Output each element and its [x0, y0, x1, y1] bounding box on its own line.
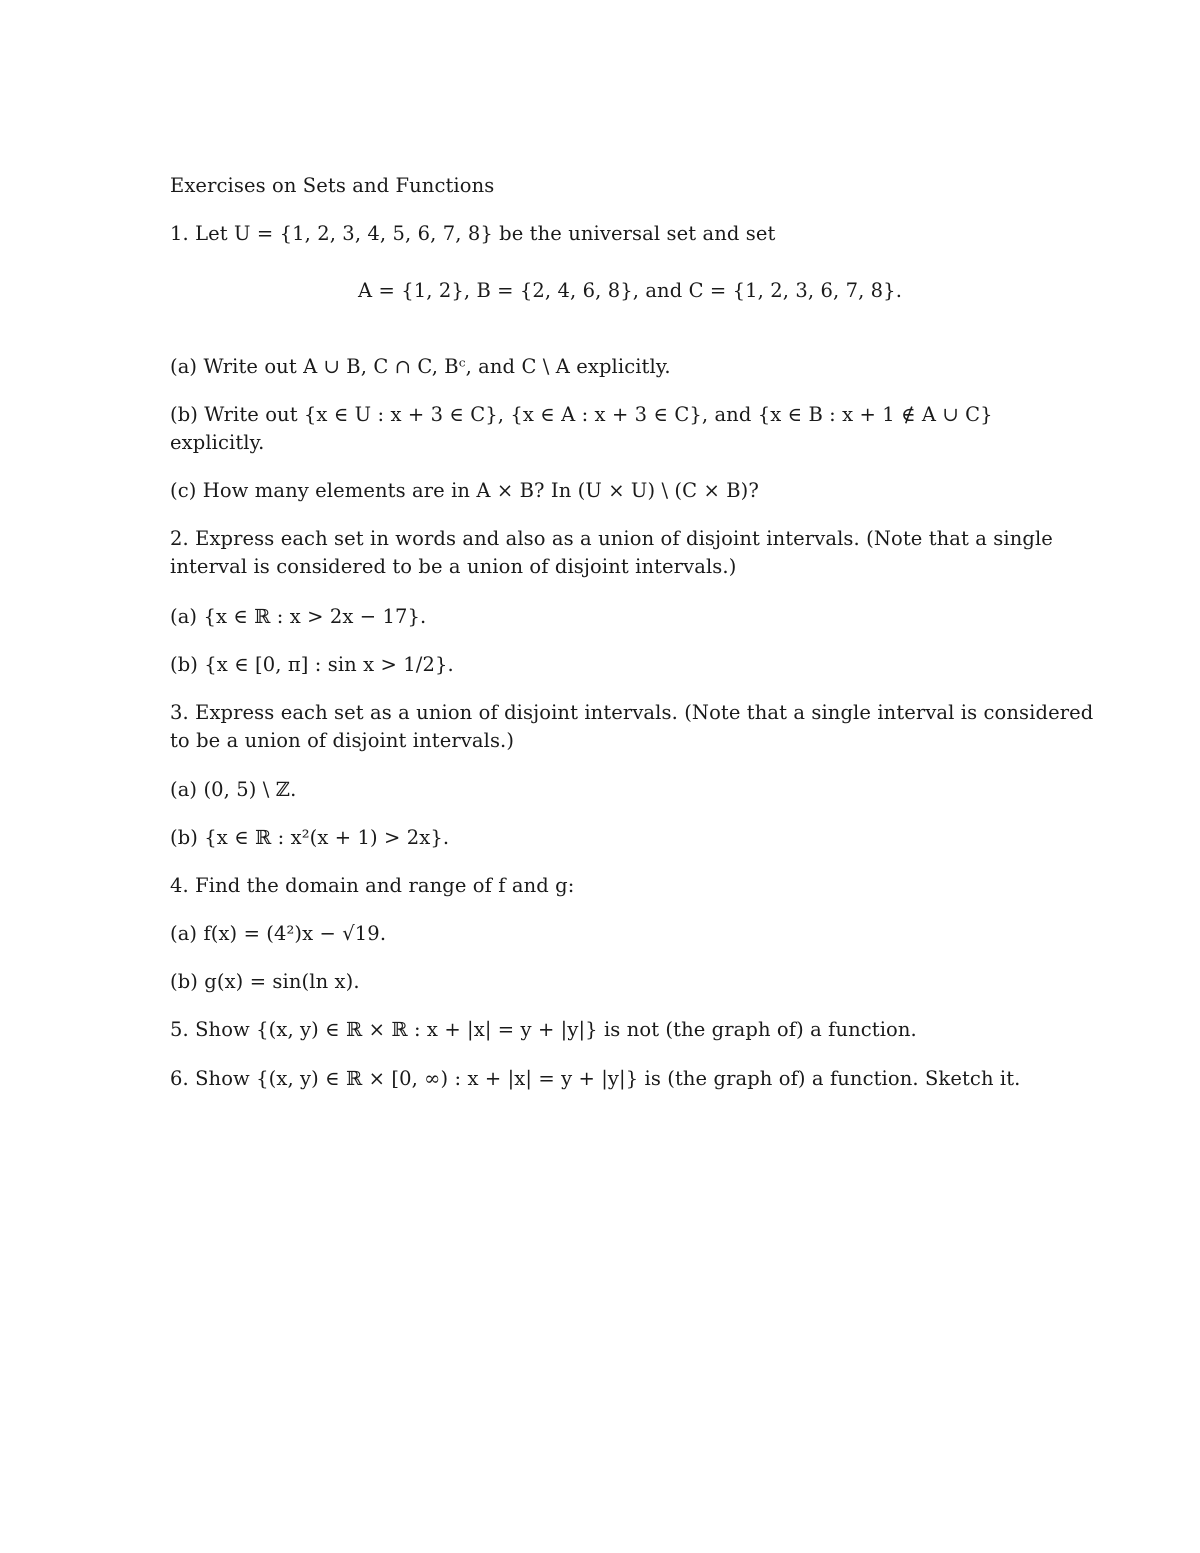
exercise-4a: (a) f(x) = (4²)x − √19.	[170, 922, 387, 945]
exercise-1-set-definitions: A = {1, 2}, B = {2, 4, 6, 8}, and C = {1, 2, 3, 6, 7, 8}.	[358, 279, 902, 302]
exercise-2-line-2: interval is considered to be a union of disjoint intervals.)	[170, 555, 737, 578]
exercise-4b: (b) g(x) = sin(ln x).	[170, 970, 360, 993]
exercise-3a: (a) (0, 5) \ ℤ.	[170, 778, 297, 801]
exercise-1b-line-1: (b) Write out {x ∈ U : x + 3 ∈ C}, {x ∈ A : x + 3 ∈ C}, and {x ∈ B : x + 1 ∉ A ∪ C}	[170, 403, 993, 426]
exercise-1a: (a) Write out A ∪ B, C ∩ C, Bᶜ, and C \ A explicitly.	[170, 355, 671, 378]
document-title: Exercises on Sets and Functions	[170, 174, 495, 197]
exercise-1-intro: 1. Let U = {1, 2, 3, 4, 5, 6, 7, 8} be the universal set and set	[170, 222, 776, 245]
exercise-2a: (a) {x ∈ ℝ : x > 2x − 17}.	[170, 605, 427, 628]
exercise-3-line-1: 3. Express each set as a union of disjoint intervals. (Note that a single interval is considered	[170, 701, 1094, 724]
exercise-1b-line-2: explicitly.	[170, 431, 265, 454]
exercise-6: 6. Show {(x, y) ∈ ℝ × [0, ∞) : x + |x| = y + |y|} is (the graph of) a function. Sketch it.	[170, 1067, 1021, 1090]
exercise-2-line-1: 2. Express each set in words and also as a union of disjoint intervals. (Note that a single	[170, 527, 1053, 550]
exercise-3-line-2: to be a union of disjoint intervals.)	[170, 729, 515, 752]
exercise-3b: (b) {x ∈ ℝ : x²(x + 1) > 2x}.	[170, 826, 450, 849]
exercise-5: 5. Show {(x, y) ∈ ℝ × ℝ : x + |x| = y + |y|} is not (the graph of) a function.	[170, 1018, 917, 1041]
exercise-1c: (c) How many elements are in A × B? In (U × U) \ (C × B)?	[170, 479, 759, 502]
exercise-2b: (b) {x ∈ [0, π] : sin x > 1/2}.	[170, 653, 454, 676]
exercise-4: 4. Find the domain and range of f and g:	[170, 874, 575, 897]
